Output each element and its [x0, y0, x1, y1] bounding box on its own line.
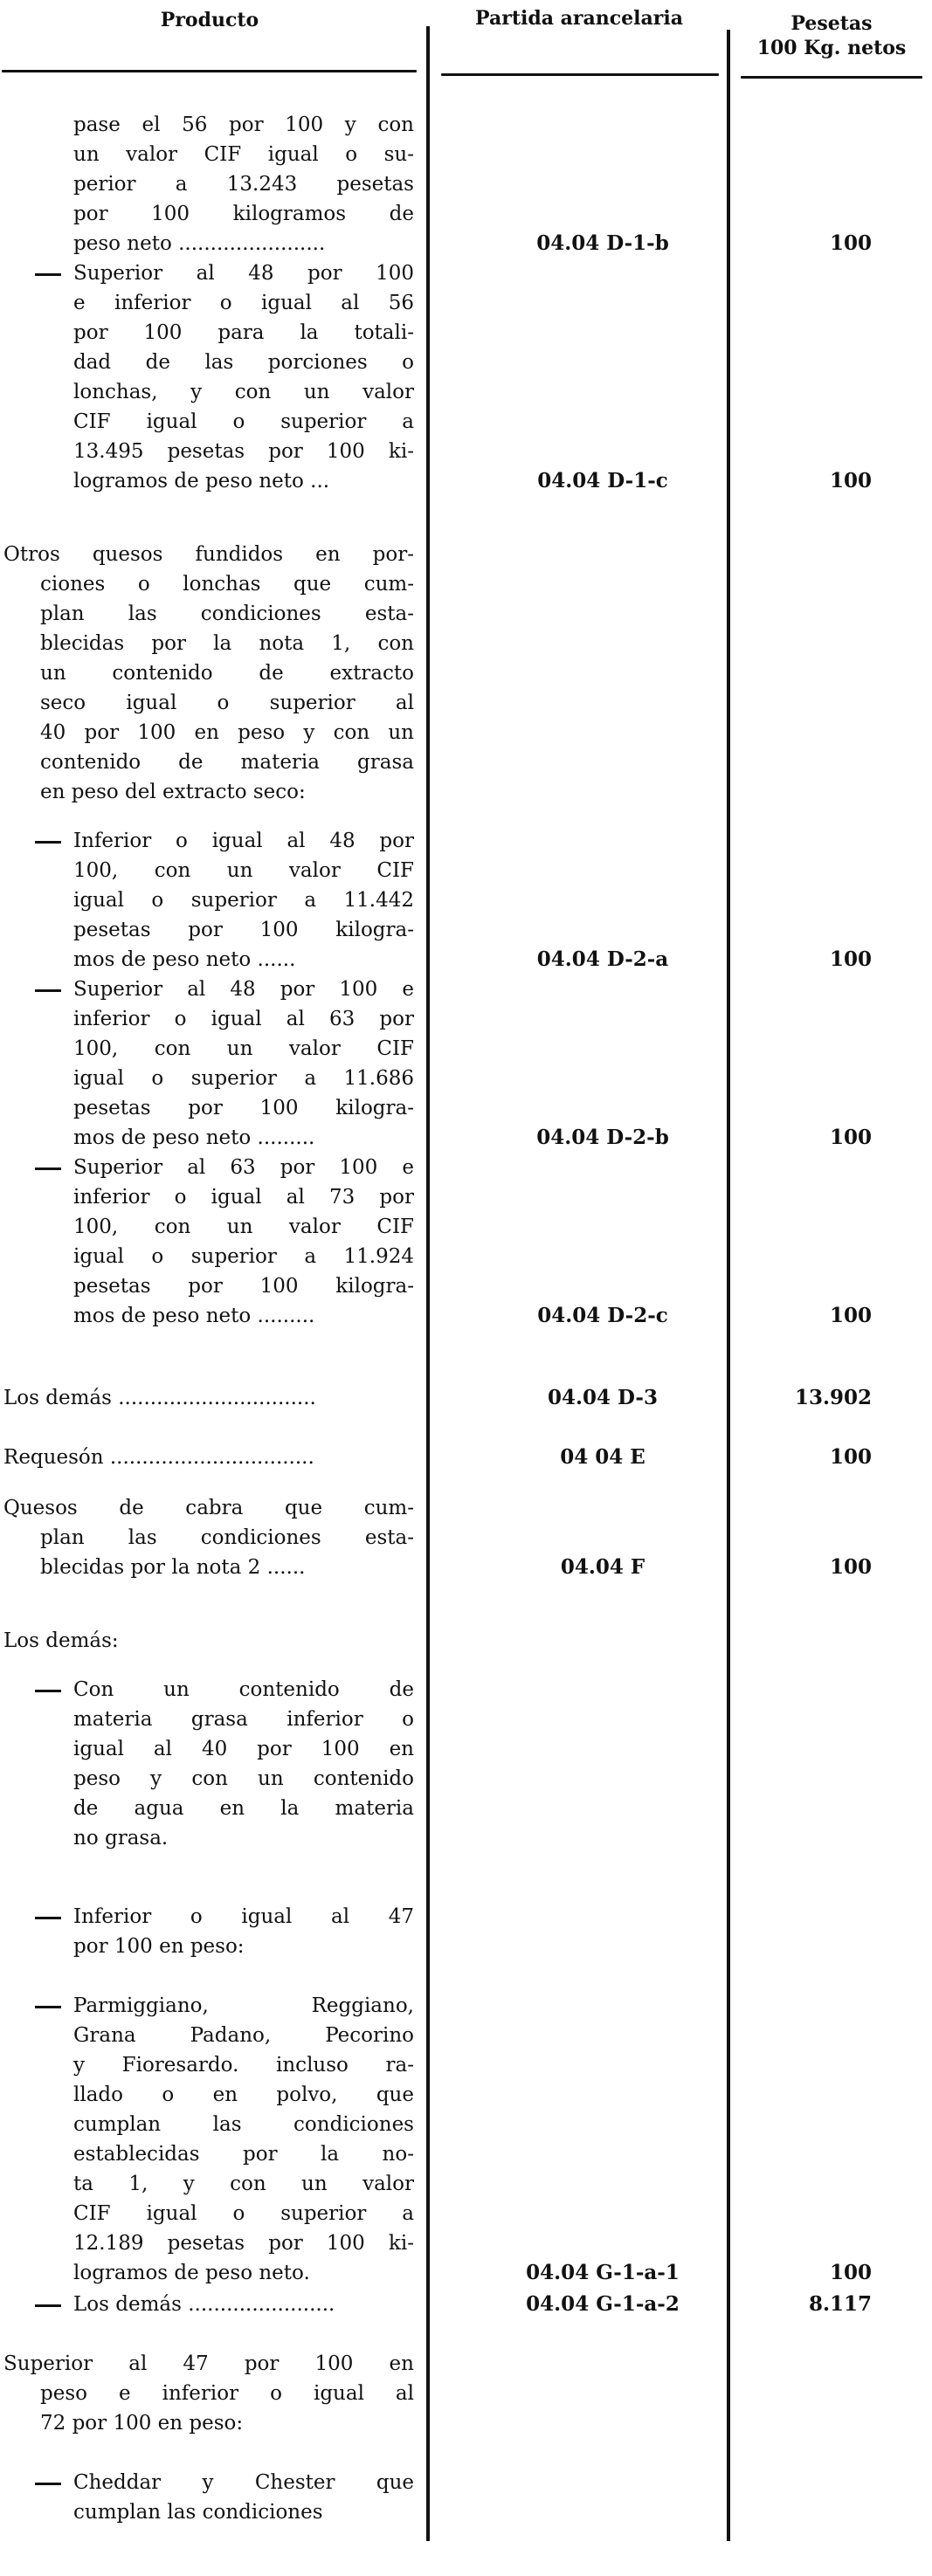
header-tariff: Partida arancelaria — [475, 7, 683, 30]
pesetas-value: 100 — [829, 1445, 872, 1469]
product-text-line: mos de peso neto ...... — [73, 948, 296, 971]
product-text-line: Con un contenido de — [73, 1678, 414, 1701]
product-text-line: blecidas por la nota 2 ...... — [40, 1556, 306, 1579]
product-text-line: 100, con un valor CIF — [73, 859, 414, 882]
product-text-line: Cheddar y Chester que — [73, 2471, 414, 2494]
product-text-line: 13.495 pesetas por 100 ki- — [73, 440, 414, 463]
header-pesetas-unit: 100 Kg. netos — [756, 37, 907, 59]
product-text-line: por 100 para la totali- — [73, 321, 414, 344]
product-text-line: igual o superior a 11.924 — [73, 1245, 414, 1268]
header-rule-tariff — [441, 73, 719, 76]
product-text-line: por 100 en peso: — [73, 1935, 245, 1958]
product-text-line: un contenido de extracto — [40, 662, 414, 685]
header-rule-product — [2, 70, 417, 72]
tariff-code: 04.04 D-1-c — [537, 469, 668, 492]
column-divider-1 — [426, 26, 430, 2541]
product-text-line: Otros quesos fundidos en por- — [3, 543, 414, 566]
product-text-line: llado o en polvo, que — [73, 2084, 414, 2106]
product-text-line: logramos de peso neto ... — [73, 470, 330, 492]
product-text-line: CIF igual o superior a — [73, 2202, 414, 2225]
product-text-line: Superior al 48 por 100 e — [73, 978, 414, 1001]
tariff-code: 04.04 D-3 — [548, 1386, 658, 1409]
tariff-code: 04.04 G-1-a-2 — [526, 2292, 680, 2316]
product-text-line: plan las condiciones esta- — [40, 1526, 414, 1549]
product-text-line: igual o superior a 11.686 — [73, 1067, 414, 1090]
product-text-line: Parmiggiano, Reggiano, — [73, 1994, 414, 2017]
tariff-code: 04.04 F — [560, 1555, 645, 1579]
product-text-line: inferior o igual al 73 por — [73, 1186, 414, 1209]
product-text-line: en peso del extracto seco: — [40, 781, 306, 803]
product-text-line: CIF igual o superior a — [73, 410, 414, 433]
product-text-line: cumplan las condiciones — [73, 2113, 414, 2136]
product-text-line: peso y con un contenido — [73, 1767, 414, 1790]
product-text-line: Los demás ............................... — [3, 1387, 316, 1409]
product-text-line: Superior al 63 por 100 e — [73, 1156, 414, 1179]
header-pesetas: Pesetas — [790, 12, 873, 35]
product-text-line: pase el 56 por 100 y con — [73, 114, 414, 136]
product-text-line: e inferior o igual al 56 — [73, 292, 414, 314]
product-text-line: y Fioresardo. incluso ra- — [73, 2054, 414, 2077]
product-text-line: 72 por 100 en peso: — [40, 2412, 244, 2435]
product-text-line: Los demás: — [3, 1629, 119, 1652]
product-text-line: pesetas por 100 kilogra- — [73, 1275, 414, 1298]
product-text-line: cumplan las condiciones — [73, 2501, 323, 2524]
header-rule-pesetas — [741, 76, 922, 79]
product-text-line: Inferior o igual al 47 — [73, 1905, 414, 1928]
product-text-line: Inferior o igual al 48 por — [73, 830, 414, 852]
product-text-line: peso neto ....................... — [73, 232, 326, 255]
product-text-line: ta 1, y con un valor — [73, 2173, 414, 2195]
product-text-line: Los demás ....................... — [73, 2293, 335, 2316]
product-text-line: Superior al 48 por 100 — [73, 262, 414, 285]
pesetas-value: 100 — [829, 2261, 872, 2284]
product-text-line: blecidas por la nota 1, con — [40, 632, 414, 655]
tariff-code: 04.04 D-2-a — [536, 947, 669, 971]
pesetas-value: 100 — [829, 1126, 872, 1149]
product-text-line: plan las condiciones esta- — [40, 603, 414, 625]
pesetas-value: 100 — [829, 947, 872, 971]
product-text-line: lonchas, y con un valor — [73, 381, 414, 403]
product-text-line: perior a 13.243 pesetas — [73, 173, 414, 196]
product-text-line: seco igual o superior al — [40, 692, 414, 714]
product-text-line: materia grasa inferior o — [73, 1708, 414, 1731]
tariff-code: 04.04 D-2-b — [536, 1126, 669, 1149]
product-text-line: pesetas por 100 kilogra- — [73, 1097, 414, 1119]
product-text-line: pesetas por 100 kilogra- — [73, 919, 414, 941]
tariff-code: 04 04 E — [560, 1445, 645, 1469]
product-text-line: de agua en la materia — [73, 1797, 414, 1820]
product-text-line: Requesón ................................ — [3, 1446, 314, 1469]
pesetas-value: 100 — [829, 1304, 872, 1327]
product-text-line: contenido de materia grasa — [40, 751, 414, 774]
product-text-line: establecidas por la no- — [73, 2143, 414, 2166]
product-text-line: logramos de peso neto. — [73, 2262, 310, 2284]
pesetas-value: 100 — [829, 469, 872, 492]
product-text-line: no grasa. — [73, 1827, 169, 1849]
column-divider-2 — [727, 30, 730, 2541]
product-text-line: inferior o igual al 63 por — [73, 1008, 414, 1030]
product-text-line: un valor CIF igual o su- — [73, 143, 414, 166]
product-text-line: 100, con un valor CIF — [73, 1037, 414, 1060]
product-text-line: 40 por 100 en peso y con un — [40, 721, 414, 744]
product-text-line: dad de las porciones o — [73, 351, 414, 374]
product-text-line: por 100 kilogramos de — [73, 203, 414, 225]
tariff-code: 04.04 D-2-c — [537, 1304, 668, 1327]
product-text-line: 12.189 pesetas por 100 ki- — [73, 2232, 414, 2255]
product-text-line: igual o superior a 11.442 — [73, 889, 414, 912]
product-text-line: igual al 40 por 100 en — [73, 1738, 414, 1760]
product-text-line: Grana Padano, Pecorino — [73, 2024, 414, 2047]
tariff-code: 04.04 G-1-a-1 — [526, 2261, 680, 2284]
product-text-line: ciones o lonchas que cum- — [40, 573, 414, 596]
product-text-line: peso e inferior o igual al — [40, 2382, 414, 2405]
product-text-line: mos de peso neto ......... — [73, 1305, 315, 1327]
product-text-line: mos de peso neto ......... — [73, 1126, 315, 1149]
pesetas-value: 100 — [829, 231, 872, 255]
product-text-line: 100, con un valor CIF — [73, 1216, 414, 1238]
tariff-code: 04.04 D-1-b — [536, 231, 669, 255]
pesetas-value: 8.117 — [808, 2292, 872, 2316]
pesetas-value: 100 — [829, 1555, 872, 1579]
pesetas-value: 13.902 — [794, 1386, 872, 1409]
product-text-line: Superior al 47 por 100 en — [3, 2352, 414, 2375]
header-product: Producto — [160, 9, 259, 31]
product-text-line: Quesos de cabra que cum- — [3, 1497, 414, 1519]
